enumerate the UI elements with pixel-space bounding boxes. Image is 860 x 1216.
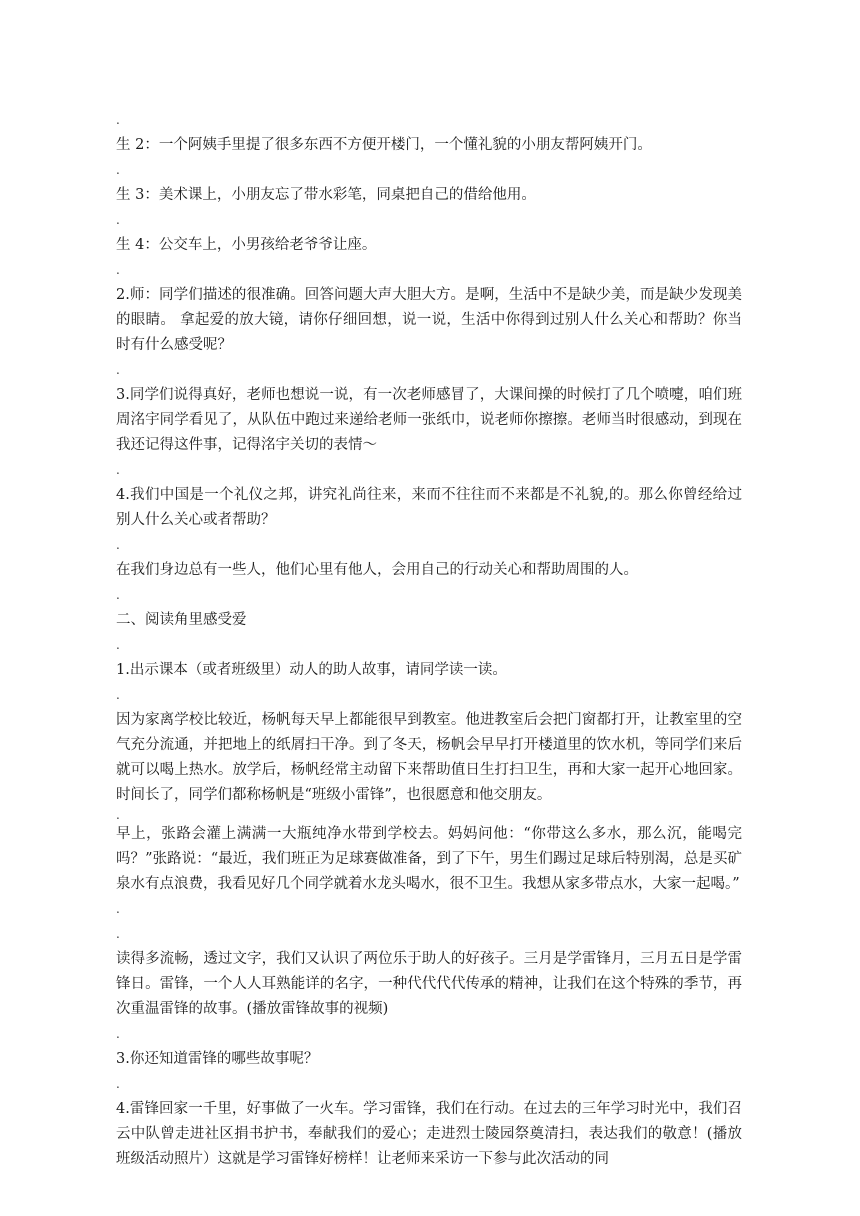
paragraph: 3.同学们说得真好，老师也想说一说，有一次老师感冒了，大课间操的时候打了几个喷嚏，咱们班周洺宇同学看见了，从队伍中跑过来递给老师一张纸巾，说老师你擦擦。老师当时很感动，到现在我还记得这件事，记得洺宇关切的表情～ xyxy=(116,387,742,453)
paragraph: 2.师：同学们描述的很准确。回答问题大声大胆大方。是啊，生活中不是缺少美，而是缺少发现美的眼睛。 拿起爱的放大镜，请你仔细回想，说一说，生活中你得到过别人什么关心和帮助？你当时有什么感受呢？ xyxy=(116,287,742,353)
separator-dot: . xyxy=(116,113,120,127)
paragraph: 早上，张路会灌上满满一大瓶纯净水带到学校去。妈妈问他：“你带这么多水，那么沉，能喝完吗？”张路说：“最近，我们班正为足球赛做准备，到了下午，男生们踢过足球后特别渴，总是买矿泉水有点浪费，我看见好几个同学就着水龙头喝水，很不卫生。我想从家多带点水，大家一起喝。” xyxy=(116,826,742,892)
separator-dot: . xyxy=(116,538,120,552)
paragraph: 4.我们中国是一个礼仪之邦，讲究礼尚往来，来而不往往而不来都是不礼貌,的。那么你曾经给过别人什么关心或者帮助？ xyxy=(116,487,742,528)
paragraph: 在我们身边总有一些人，他们心里有他人，会用自己的行动关心和帮助周围的人。 xyxy=(116,562,638,578)
separator-dot: . xyxy=(116,638,120,652)
separator-dot: . xyxy=(116,463,120,477)
section-heading: 二、阅读角里感受爱 xyxy=(116,612,247,628)
document-page xyxy=(116,108,742,1172)
separator-dot: . xyxy=(116,808,120,822)
paragraph: 因为家离学校比较近，杨帆每天早上都能很早到教室。他进教室后会把门窗都打开，让教室里的空气充分流通，并把地上的纸屑扫干净。到了冬天，杨帆会早早打开楼道里的饮水机，等同学们来后就可以喝上热水。放学后，杨帆经常主动留下来帮助值日生打扫卫生，再和大家一起开心地回家。时间长了，同学们都称杨帆是“班级小雷锋”，也很愿意和他交朋友。 xyxy=(116,712,742,803)
separator-dot: . xyxy=(116,163,120,177)
separator-dot: . xyxy=(116,263,120,277)
separator-dot: . xyxy=(116,588,120,602)
separator-dot: . xyxy=(116,1077,120,1091)
separator-dot: . xyxy=(116,213,120,227)
paragraph: 1.出示课本（或者班级里）动人的助人故事，请同学读一读。 xyxy=(116,662,507,678)
paragraph: 4.雷锋回家一千里，好事做了一火车。学习雷锋，我们在行动。在过去的三年学习时光中，我们召云中队曾走进社区捐书护书，奉献我们的爱心；走进烈士陵园祭奠清扫，表达我们的敬意！(播放班级活动照片）这就是学习雷锋好榜样！让老师来采访一下参与此次活动的同 xyxy=(116,1101,742,1167)
separator-dot: . xyxy=(116,902,120,916)
paragraph: 生 2：一个阿姨手里提了很多东西不方便开楼门，一个懂礼貌的小朋友帮阿姨开门。 xyxy=(116,137,652,153)
separator-dot: . xyxy=(116,363,120,377)
paragraph: 读得多流畅，透过文字，我们又认识了两位乐于助人的好孩子。三月是学雷锋月，三月五日是学雷锋日。雷锋，一个人人耳熟能详的名字，一种代代代代传承的精神，让我们在这个特殊的季节，再次重温雷锋的故事。(播放雷锋故事的视频) xyxy=(116,951,742,1017)
paragraph: 生 3：美术课上，小朋友忘了带水彩笔，同桌把自己的借给他用。 xyxy=(116,187,536,203)
paragraph: 生 4：公交车上，小男孩给老爷爷让座。 xyxy=(116,237,377,253)
separator-dot: . xyxy=(116,688,120,702)
separator-dot: . xyxy=(116,927,120,941)
separator-dot: . xyxy=(116,1027,120,1041)
paragraph: 3.你还知道雷锋的哪些故事呢？ xyxy=(116,1051,319,1067)
